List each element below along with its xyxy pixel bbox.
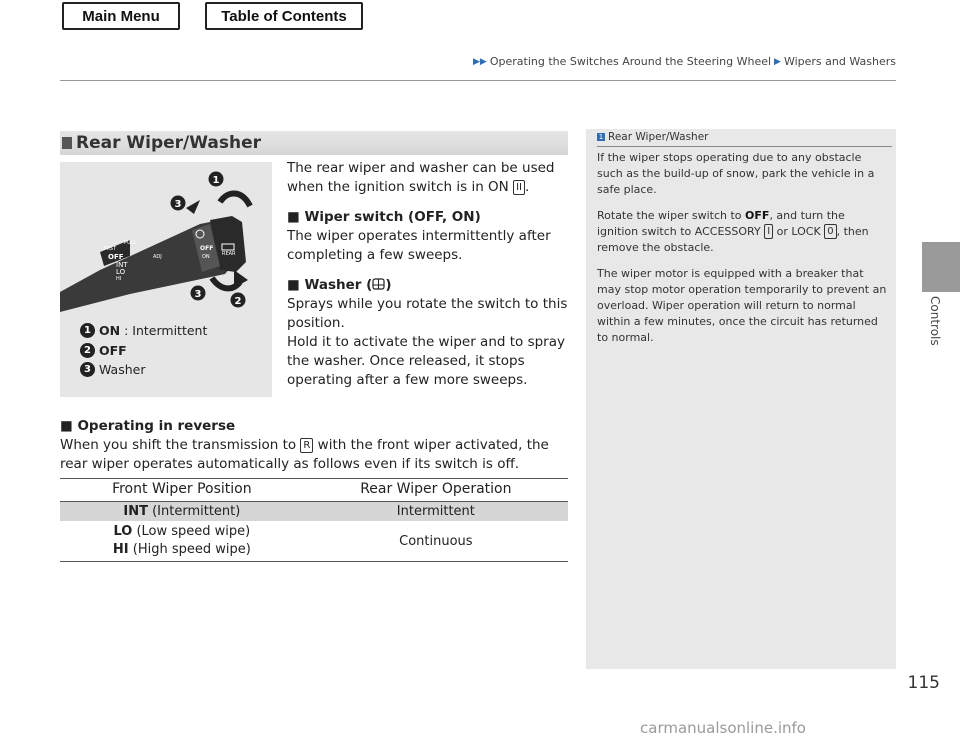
reverse-text: When you shift the transmission to R with the front wiper activated, the rear wiper operates automatically as follows even if its switch is off. bbox=[60, 437, 549, 472]
main-menu-button[interactable]: Main Menu bbox=[62, 2, 180, 30]
lock-key-badge: 0 bbox=[824, 224, 836, 239]
washer-text-2: Hold it to activate the wiper and to spray the washer. Once released, it stops operating after a few more sweeps. bbox=[287, 334, 565, 388]
column-header-front: Front Wiper Position bbox=[60, 479, 304, 502]
reverse-section bbox=[60, 417, 572, 474]
callout-3b-label: 3 bbox=[194, 289, 202, 300]
callout-1-label: 1 bbox=[212, 175, 220, 186]
note-paragraph: The wiper motor is equipped with a breaker that may stop motor operation temporarily to prevent an overload. Wiper operation will return to normal within a few minutes, once the circuit has returned to normal. bbox=[597, 267, 887, 344]
note-body bbox=[597, 150, 889, 356]
callout-2-label: 2 bbox=[234, 296, 242, 307]
main-instructions bbox=[287, 159, 572, 390]
legend-item bbox=[80, 341, 207, 361]
label-rear: REAR bbox=[222, 251, 236, 257]
header-divider bbox=[60, 80, 896, 81]
legend-item bbox=[80, 321, 207, 341]
label-hi: HI bbox=[116, 276, 122, 282]
legend-text: Washer bbox=[99, 362, 146, 377]
wiper-operation-table bbox=[60, 478, 568, 562]
reverse-gear-badge: R bbox=[300, 438, 313, 453]
washer-icon bbox=[372, 278, 385, 290]
callout-3a-label: 3 bbox=[174, 199, 182, 210]
label-lo: LO bbox=[116, 268, 126, 276]
label-adj: ADJ bbox=[153, 254, 162, 260]
breadcrumb-item-switches[interactable]: Operating the Switches Around the Steering Wheel bbox=[489, 55, 772, 68]
table-row bbox=[60, 502, 568, 522]
diagram-legend bbox=[80, 321, 207, 380]
ignition-key-badge: II bbox=[513, 180, 525, 195]
legend-number: 2 bbox=[80, 343, 95, 358]
breadcrumb-arrow-icon: ▶▶ bbox=[472, 56, 487, 67]
reverse-heading: ■ Operating in reverse bbox=[60, 418, 236, 434]
intro-paragraph: The rear wiper and washer can be used when the ignition switch is in ON II . bbox=[287, 160, 555, 195]
legend-bold: OFF bbox=[99, 342, 127, 358]
note-paragraph: Rotate the wiper switch to OFF, and turn the ignition switch to ACCESSORY I or LOCK 0 , then remove the obstacle. bbox=[597, 209, 869, 254]
watermark: carmanualsonline.info bbox=[640, 719, 806, 737]
table-of-contents-button[interactable]: Table of Contents bbox=[205, 2, 363, 30]
legend-item bbox=[80, 360, 207, 380]
label-pull: PULL bbox=[124, 240, 137, 246]
table-row bbox=[60, 521, 568, 562]
breadcrumb-arrow-icon: ▶ bbox=[774, 56, 781, 67]
wiper-switch-heading: ■ Wiper switch (OFF, ON) bbox=[287, 209, 481, 225]
section-heading bbox=[60, 131, 568, 155]
note-title: 1 Rear Wiper/Washer bbox=[598, 131, 709, 143]
note-paragraph: If the wiper stops operating due to any obstacle such as the build-up of snow, park the vehicle in a safe place. bbox=[597, 151, 875, 196]
chapter-label: Controls bbox=[928, 296, 942, 346]
washer-heading: ■ Washer ( ) bbox=[287, 277, 392, 293]
rear-operation-cell: Intermittent bbox=[304, 502, 568, 522]
legend-text: : Intermittent bbox=[124, 323, 208, 338]
section-square-icon bbox=[62, 137, 72, 149]
column-header-rear: Rear Wiper Operation bbox=[304, 479, 568, 502]
breadcrumb bbox=[473, 55, 896, 68]
accessory-key-badge: I bbox=[764, 224, 773, 239]
note-divider bbox=[597, 146, 892, 147]
label-off-rear: OFF bbox=[200, 245, 214, 252]
breadcrumb-item-wipers[interactable]: Wipers and Washers bbox=[783, 55, 896, 68]
legend-number: 1 bbox=[80, 323, 95, 338]
section-title: Rear Wiper/Washer bbox=[76, 133, 262, 153]
wiper-switch-text: The wiper operates intermittently after completing a few sweeps. bbox=[287, 228, 551, 263]
legend-number: 3 bbox=[80, 362, 95, 377]
note-marker-icon: 1 bbox=[598, 133, 604, 141]
washer-text-1: Sprays while you rotate the switch to this position. bbox=[287, 296, 568, 331]
rotate-up-arrow-icon bbox=[220, 193, 250, 206]
label-int: INT bbox=[116, 261, 128, 269]
front-position-cell: INT (Intermittent) bbox=[60, 502, 304, 522]
label-mist: MIST bbox=[104, 246, 117, 252]
front-position-cell: LO (Low speed wipe) HI (High speed wipe) bbox=[60, 521, 304, 562]
label-off: OFF bbox=[108, 253, 124, 261]
rear-operation-cell: Continuous bbox=[304, 521, 568, 562]
legend-bold: ON bbox=[99, 323, 121, 338]
label-on: ON bbox=[202, 254, 210, 260]
page-number: 115 bbox=[907, 673, 940, 693]
chapter-tab[interactable] bbox=[922, 242, 960, 292]
